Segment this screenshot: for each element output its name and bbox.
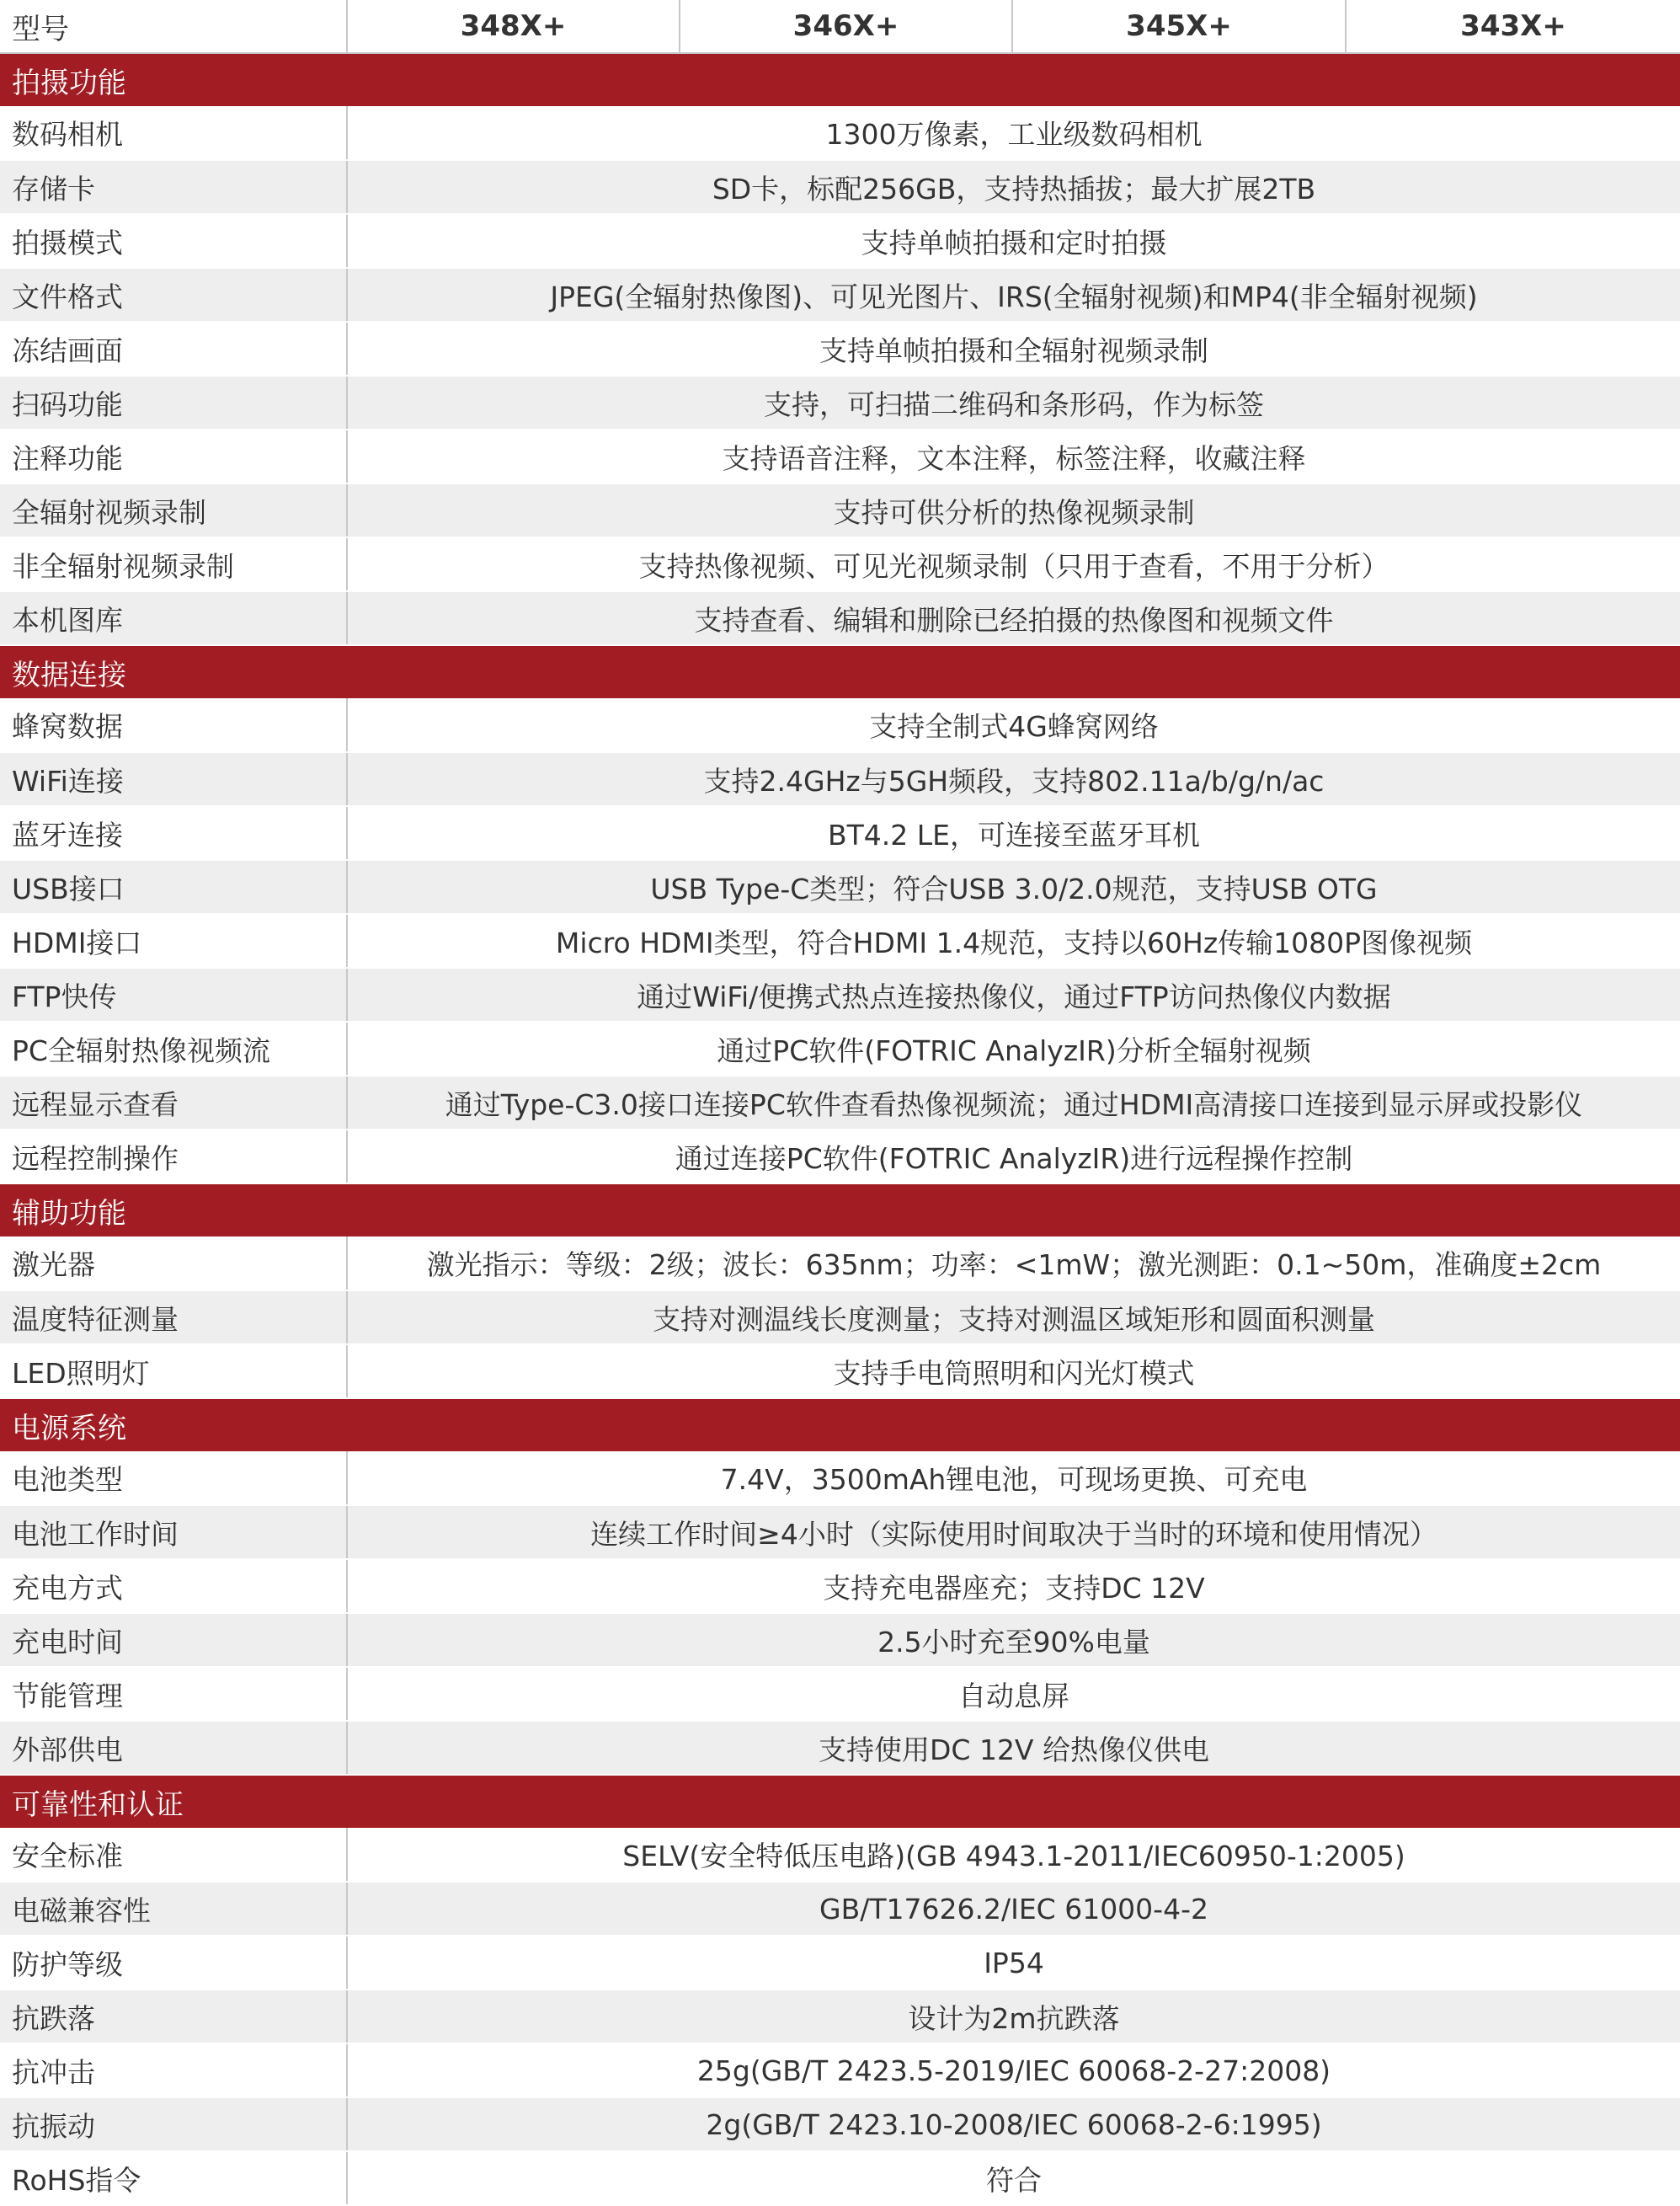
table-row bbox=[0, 968, 1680, 1022]
table-row bbox=[0, 860, 1680, 914]
table-row bbox=[0, 591, 1680, 645]
spec-label: 电磁兼容性 bbox=[0, 1882, 347, 1936]
spec-label: 本机图库 bbox=[0, 591, 347, 645]
spec-label: FTP快传 bbox=[0, 968, 347, 1022]
spec-value: 1300万像素，工业级数码相机 bbox=[347, 106, 1680, 160]
table-row bbox=[0, 1667, 1680, 1721]
table-row bbox=[0, 1076, 1680, 1130]
spec-label: RoHS指令 bbox=[0, 2151, 347, 2205]
section-header bbox=[0, 645, 1680, 698]
spec-label: 全辐射视频录制 bbox=[0, 483, 347, 537]
spec-value: 连续工作时间≥4小时（实际使用时间取决于当时的环境和使用情况） bbox=[347, 1505, 1680, 1559]
spec-value: 支持手电筒照明和闪光灯模式 bbox=[347, 1344, 1680, 1398]
spec-value: USB Type-C类型；符合USB 3.0/2.0规范，支持USB OTG bbox=[347, 860, 1680, 914]
table-row bbox=[0, 537, 1680, 591]
table-row bbox=[0, 106, 1680, 160]
spec-label: 数码相机 bbox=[0, 106, 347, 160]
spec-label: 防护等级 bbox=[0, 1936, 347, 1990]
spec-value: SELV(安全特低压电路)(GB 4943.1-2011/IEC60950-1:2005) bbox=[347, 1828, 1680, 1882]
table-row bbox=[0, 1721, 1680, 1775]
spec-label: 冻结画面 bbox=[0, 322, 347, 376]
header-row bbox=[0, 0, 1680, 53]
table-row bbox=[0, 2151, 1680, 2205]
spec-value: 支持对测温线长度测量；支持对测温区域矩形和圆面积测量 bbox=[347, 1290, 1680, 1344]
spec-label: USB接口 bbox=[0, 860, 347, 914]
section-header bbox=[0, 53, 1680, 106]
spec-value: 通过WiFi/便携式热点连接热像仪，通过FTP访问热像仪内数据 bbox=[347, 968, 1680, 1022]
spec-label: 充电方式 bbox=[0, 1559, 347, 1613]
model-346x-plus: 346X+ bbox=[680, 0, 1012, 53]
section-header bbox=[0, 1183, 1680, 1237]
table-row bbox=[0, 2097, 1680, 2151]
table-row bbox=[0, 322, 1680, 376]
spec-value: 支持单帧拍摄和全辐射视频录制 bbox=[347, 322, 1680, 376]
table-row bbox=[0, 698, 1680, 752]
table-row bbox=[0, 1828, 1680, 1882]
spec-label: 注释功能 bbox=[0, 430, 347, 483]
table-row bbox=[0, 214, 1680, 268]
spec-body bbox=[0, 53, 1680, 2205]
spec-label: HDMI接口 bbox=[0, 914, 347, 968]
spec-value: 支持充电器座充；支持DC 12V bbox=[347, 1559, 1680, 1613]
spec-label: 抗振动 bbox=[0, 2097, 347, 2151]
spec-label: 温度特征测量 bbox=[0, 1290, 347, 1344]
spec-value: BT4.2 LE，可连接至蓝牙耳机 bbox=[347, 806, 1680, 860]
section-title: 辅助功能 bbox=[0, 1183, 1680, 1237]
model-345x-plus: 345X+ bbox=[1012, 0, 1346, 53]
table-row bbox=[0, 430, 1680, 483]
table-row bbox=[0, 806, 1680, 860]
spec-label: LED照明灯 bbox=[0, 1344, 347, 1398]
spec-label: 非全辐射视频录制 bbox=[0, 537, 347, 591]
table-row bbox=[0, 268, 1680, 322]
spec-label: PC全辐射热像视频流 bbox=[0, 1022, 347, 1076]
spec-value: 激光指示：等级：2级；波长：635nm；功率：<1mW；激光测距：0.1~50m，准确度±2cm bbox=[347, 1237, 1680, 1290]
table-row bbox=[0, 1237, 1680, 1290]
spec-value: 支持可供分析的热像视频录制 bbox=[347, 483, 1680, 537]
table-row bbox=[0, 1559, 1680, 1613]
spec-label: 充电时间 bbox=[0, 1613, 347, 1667]
spec-value: 支持，可扫描二维码和条形码，作为标签 bbox=[347, 376, 1680, 430]
spec-label: 拍摄模式 bbox=[0, 214, 347, 268]
table-row bbox=[0, 914, 1680, 968]
spec-label: 文件格式 bbox=[0, 268, 347, 322]
spec-value: 25g(GB/T 2423.5-2019/IEC 60068-2-27:2008) bbox=[347, 2043, 1680, 2097]
spec-value: SD卡，标配256GB，支持热插拔；最大扩展2TB bbox=[347, 160, 1680, 214]
spec-value: 通过Type-C3.0接口连接PC软件查看热像视频流；通过HDMI高清接口连接到显示屏或投影仪 bbox=[347, 1076, 1680, 1130]
table-row bbox=[0, 1990, 1680, 2043]
spec-value: JPEG(全辐射热像图)、可见光图片、IRS(全辐射视频)和MP4(非全辐射视频) bbox=[347, 268, 1680, 322]
model-348x-plus: 348X+ bbox=[347, 0, 680, 53]
spec-value: 支持查看、编辑和删除已经拍摄的热像图和视频文件 bbox=[347, 591, 1680, 645]
spec-value: 支持使用DC 12V 给热像仪供电 bbox=[347, 1721, 1680, 1775]
table-row bbox=[0, 1882, 1680, 1936]
spec-label: 安全标准 bbox=[0, 1828, 347, 1882]
spec-value: 自动息屏 bbox=[347, 1667, 1680, 1721]
table-row bbox=[0, 1022, 1680, 1076]
spec-value: Micro HDMI类型，符合HDMI 1.4规范，支持以60Hz传输1080P图像视频 bbox=[347, 914, 1680, 968]
spec-label: WiFi连接 bbox=[0, 752, 347, 806]
spec-value: IP54 bbox=[347, 1936, 1680, 1990]
model-label: 型号 bbox=[0, 0, 347, 53]
spec-label: 蓝牙连接 bbox=[0, 806, 347, 860]
spec-value: 通过连接PC软件(FOTRIC AnalyzIR)进行远程操作控制 bbox=[347, 1130, 1680, 1183]
spec-value: 支持热像视频、可见光视频录制（只用于查看，不用于分析） bbox=[347, 537, 1680, 591]
spec-value: 支持单帧拍摄和定时拍摄 bbox=[347, 214, 1680, 268]
section-header bbox=[0, 1775, 1680, 1828]
spec-label: 抗跌落 bbox=[0, 1990, 347, 2043]
table-row bbox=[0, 160, 1680, 214]
spec-label: 扫码功能 bbox=[0, 376, 347, 430]
table-row bbox=[0, 1290, 1680, 1344]
section-header bbox=[0, 1398, 1680, 1451]
model-343x-plus: 343X+ bbox=[1346, 0, 1680, 53]
spec-label: 存储卡 bbox=[0, 160, 347, 214]
table-row bbox=[0, 1130, 1680, 1183]
spec-value: 支持语音注释，文本注释，标签注释，收藏注释 bbox=[347, 430, 1680, 483]
spec-value: 支持2.4GHz与5GH频段，支持802.11a/b/g/n/ac bbox=[347, 752, 1680, 806]
spec-label: 电池类型 bbox=[0, 1451, 347, 1505]
spec-value: 2.5小时充至90%电量 bbox=[347, 1613, 1680, 1667]
spec-value: 7.4V，3500mAh锂电池，可现场更换、可充电 bbox=[347, 1451, 1680, 1505]
spec-value: 通过PC软件(FOTRIC AnalyzIR)分析全辐射视频 bbox=[347, 1022, 1680, 1076]
spec-label: 远程控制操作 bbox=[0, 1130, 347, 1183]
spec-label: 蜂窝数据 bbox=[0, 698, 347, 752]
spec-label: 外部供电 bbox=[0, 1721, 347, 1775]
table-row bbox=[0, 1613, 1680, 1667]
spec-label: 抗冲击 bbox=[0, 2043, 347, 2097]
spec-label: 电池工作时间 bbox=[0, 1505, 347, 1559]
section-title: 数据连接 bbox=[0, 645, 1680, 698]
section-title: 电源系统 bbox=[0, 1398, 1680, 1451]
spec-label: 节能管理 bbox=[0, 1667, 347, 1721]
table-row bbox=[0, 1344, 1680, 1398]
table-row bbox=[0, 1451, 1680, 1505]
spec-value: 设计为2m抗跌落 bbox=[347, 1990, 1680, 2043]
table-row bbox=[0, 1505, 1680, 1559]
table-row bbox=[0, 2043, 1680, 2097]
table-row bbox=[0, 376, 1680, 430]
spec-value: 符合 bbox=[347, 2151, 1680, 2205]
table-row bbox=[0, 752, 1680, 806]
spec-value: 支持全制式4G蜂窝网络 bbox=[347, 698, 1680, 752]
spec-label: 远程显示查看 bbox=[0, 1076, 347, 1130]
section-title: 拍摄功能 bbox=[0, 53, 1680, 106]
table-row bbox=[0, 1936, 1680, 1990]
section-title: 可靠性和认证 bbox=[0, 1775, 1680, 1828]
spec-value: GB/T17626.2/IEC 61000-4-2 bbox=[347, 1882, 1680, 1936]
spec-value: 2g(GB/T 2423.10-2008/IEC 60068-2-6:1995) bbox=[347, 2097, 1680, 2151]
spec-label: 激光器 bbox=[0, 1237, 347, 1290]
table-row bbox=[0, 483, 1680, 537]
